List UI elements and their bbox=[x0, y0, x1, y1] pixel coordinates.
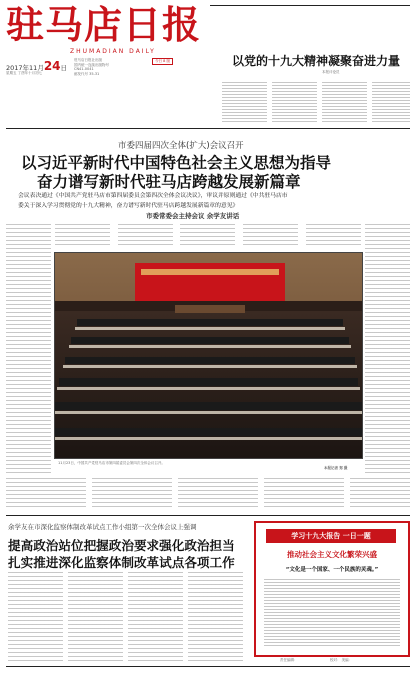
lead-deck-2: 委关于深入学习贯彻党的十九大精神，奋力谱写新时代驻马店跨越发展新篇章的意见》 bbox=[18, 203, 239, 209]
photo-credit: 本报记者 郑 摄 bbox=[324, 466, 348, 470]
section-rule bbox=[6, 515, 410, 516]
lead-body-lower bbox=[350, 478, 410, 510]
date-prefix: 2017年11月 bbox=[6, 64, 44, 72]
bottom-body-column bbox=[8, 572, 63, 662]
lead-headline-1[interactable]: 以习近平新时代中国特色社会主义思想为指导 bbox=[21, 154, 332, 172]
footer-editor: 责任编辑： bbox=[280, 658, 298, 662]
top-story-rule bbox=[210, 5, 410, 6]
info-line: 国内统一连续出版物号 bbox=[74, 62, 109, 67]
sidebar-body bbox=[264, 579, 400, 647]
sidebar-title: 推动社会主义文化繁荣兴盛 bbox=[287, 550, 377, 559]
study-sidebar-box[interactable] bbox=[254, 521, 410, 657]
masthead-subtitle: ZHUMADIAN DAILY bbox=[70, 48, 156, 55]
masthead-info bbox=[74, 58, 146, 76]
bottom-body-column bbox=[128, 572, 183, 662]
pages-tag: 今日 8 版 bbox=[152, 58, 173, 65]
lead-body-column bbox=[118, 224, 173, 248]
photo-caption: 11月23日，中国共产党驻马店市第四届委员会第四次全体会议召开。 bbox=[58, 461, 165, 465]
issue-lunar: 星期五 丁酉年十月初七 bbox=[6, 71, 43, 75]
lead-body-lower bbox=[6, 478, 86, 510]
info-line: 邮发代号 35-31 bbox=[74, 71, 100, 76]
lead-body-column bbox=[365, 224, 410, 474]
lead-body-lower bbox=[178, 478, 258, 510]
top-story-column bbox=[222, 82, 267, 124]
top-story-column bbox=[372, 82, 410, 124]
section-rule bbox=[6, 128, 410, 129]
bottom-body-column bbox=[188, 572, 243, 662]
sidebar-banner: 学习十九大报告 一日一题 bbox=[266, 529, 396, 543]
lead-body-column bbox=[6, 224, 51, 474]
info-line: CN41-0041 bbox=[74, 67, 94, 71]
top-story-column bbox=[322, 82, 367, 124]
info-line: 驻马店日报社出版 bbox=[74, 58, 102, 62]
top-story-byline: 本报评论员 bbox=[322, 70, 340, 74]
sidebar-quote: “文化是一个国家、一个民族的灵魂。” bbox=[285, 567, 379, 573]
footer-proof: 校对： 美编： bbox=[330, 658, 353, 662]
lead-body-column bbox=[243, 224, 298, 248]
lead-body-column bbox=[306, 224, 361, 248]
bottom-headline-1[interactable]: 提高政治站位把握政治要求强化政治担当 bbox=[8, 538, 235, 553]
lead-body-column bbox=[180, 224, 235, 248]
meeting-photo-image bbox=[55, 253, 362, 458]
date-suffix: 日 bbox=[60, 64, 68, 72]
footer-rule bbox=[6, 666, 410, 667]
lead-body-column bbox=[55, 224, 110, 248]
lead-headline-2[interactable]: 奋力谱写新时代驻马店跨越发展新篇章 bbox=[37, 173, 301, 191]
lead-kicker: 市委四届四次全体(扩大)会议召开 bbox=[118, 141, 244, 151]
bottom-headline-2[interactable]: 扎实推进深化监察体制改革试点各项工作 bbox=[8, 555, 235, 570]
top-story-column bbox=[272, 82, 317, 124]
lead-deck-1: 会议表决通过《中国共产党驻马店市第四届委员会第四次全体会议决议》，审议并原则通过《中共驻马店市 bbox=[18, 193, 288, 199]
bottom-kicker: 余学友在市深化监察体制改革试点工作小组第一次全体会议上强调 bbox=[8, 523, 197, 531]
bottom-body-column bbox=[68, 572, 123, 662]
top-story-title[interactable]: 以党的十九大精神凝聚奋进力量 bbox=[232, 54, 401, 68]
date-day: 24 bbox=[43, 59, 61, 73]
masthead-title: 驻马店日报 bbox=[6, 2, 202, 47]
lead-photo[interactable] bbox=[54, 252, 363, 459]
lead-subkicker: 市委常委会主持会议 余学友讲话 bbox=[146, 212, 240, 220]
lead-body-lower bbox=[264, 478, 344, 510]
lead-body-lower bbox=[92, 478, 172, 510]
